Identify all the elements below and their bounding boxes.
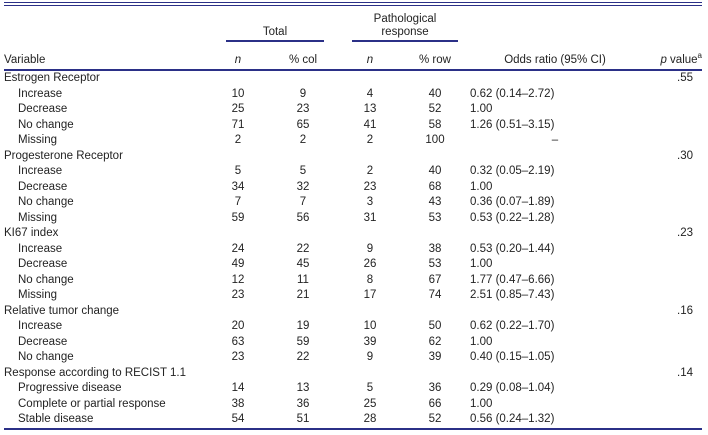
data-row [4, 319, 702, 335]
odds-ratio-cell: 0.53 (0.20–1.44) [470, 242, 555, 255]
row-label: No change [18, 118, 74, 131]
empty-cell [470, 70, 640, 87]
total-n-cell: 63 [231, 335, 245, 348]
pct-col-cell: 36 [296, 397, 310, 410]
data-row [4, 412, 702, 429]
odds-ratio-cell: 0.32 (0.05–2.19) [470, 165, 555, 177]
odds-ratio-cell: 0.62 (0.14–2.72) [470, 87, 555, 100]
empty-cell [266, 70, 340, 87]
pct-col-cell: 22 [296, 351, 310, 363]
row-label: No change [18, 196, 74, 208]
response-n-cell: 2 [366, 134, 374, 146]
empty-cell [210, 304, 266, 320]
empty-cell [640, 133, 702, 149]
response-n-cell: 10 [363, 320, 377, 332]
pct-row-cell: 67 [428, 273, 442, 286]
group-label: Response according to RECIST 1.1 [4, 366, 186, 379]
p-value-cell: .23 [677, 227, 693, 239]
pct-col-cell: 23 [296, 103, 310, 115]
empty-cell [640, 102, 702, 118]
empty-cell [470, 226, 640, 242]
odds-ratio-cell: 1.00 [470, 397, 493, 410]
row-label: Increase [18, 242, 63, 255]
response-n-cell: 2 [366, 165, 374, 177]
row-label: Decrease [18, 180, 68, 193]
response-n-cell: 3 [366, 196, 374, 208]
pct-row-column-header: % row [400, 42, 470, 70]
empty-cell [400, 70, 470, 87]
response-n-cell: 4 [366, 87, 374, 100]
pct-row-cell: 58 [428, 118, 442, 131]
empty-cell [340, 70, 400, 87]
empty-cell [640, 288, 702, 304]
row-label: Increase [18, 165, 63, 177]
empty-cell [266, 366, 340, 382]
data-row [4, 381, 702, 397]
empty-cell [640, 257, 702, 273]
data-row [4, 133, 702, 149]
row-label: Increase [18, 87, 63, 100]
row-label: Stable disease [18, 413, 94, 425]
odds-ratio-cell: 1.00 [470, 180, 493, 193]
data-row [4, 118, 702, 134]
response-n-cell: 9 [366, 351, 374, 363]
p-value-cell: .55 [677, 72, 693, 84]
odds-ratio-cell: – [551, 134, 559, 146]
total-n-cell: 59 [231, 211, 245, 224]
data-row [4, 397, 702, 413]
pathological-spanner [340, 6, 470, 42]
row-label: Decrease [18, 258, 68, 270]
odds-ratio-cell: 1.00 [470, 258, 493, 270]
pct-row-cell: 68 [428, 180, 442, 193]
odds-ratio-cell: 1.00 [470, 335, 493, 348]
pct-col-cell: 13 [296, 382, 310, 394]
empty-cell [640, 211, 702, 227]
empty-cell [470, 149, 640, 165]
group-label: Progesterone Receptor [4, 149, 123, 162]
group-label: Estrogen Receptor [4, 72, 100, 84]
empty-cell [400, 226, 470, 242]
pct-row-cell: 62 [428, 335, 442, 348]
total-n-cell: 12 [231, 273, 245, 286]
group-row [4, 149, 702, 165]
total-n-cell: 2 [234, 134, 242, 146]
table-body [4, 70, 702, 429]
data-row [4, 335, 702, 351]
row-label: Complete or partial response [18, 397, 166, 410]
group-label: KI67 index [4, 227, 59, 239]
odds-ratio-cell: 0.29 (0.08–1.04) [470, 382, 555, 394]
pct-col-cell: 22 [296, 242, 310, 255]
total-n-cell: 34 [231, 180, 245, 193]
pct-col-cell: 59 [296, 335, 310, 348]
empty-cell [340, 366, 400, 382]
empty-cell [640, 335, 702, 351]
pct-col-cell: 2 [299, 134, 307, 146]
odds-ratio-cell: 0.56 (0.24–1.32) [470, 413, 555, 425]
row-label: No change [18, 351, 74, 363]
pct-row-cell: 39 [428, 351, 442, 363]
odds-ratio-cell: 0.53 (0.22–1.28) [470, 211, 555, 224]
p-value-cell: .16 [677, 304, 693, 317]
group-row [4, 70, 702, 87]
odds-ratio-cell: 1.77 (0.47–6.66) [470, 273, 555, 286]
pct-col-cell: 51 [296, 413, 310, 425]
data-row [4, 350, 702, 366]
response-n-cell: 26 [363, 258, 377, 270]
response-n-cell: 41 [363, 118, 377, 131]
data-row [4, 288, 702, 304]
odds-ratio-cell: 1.26 (0.51–3.15) [470, 118, 555, 131]
p-value-column-header: p value$^a$ [640, 42, 702, 70]
odds-ratio-cell: 1.00 [470, 103, 493, 115]
total-n-cell: 14 [231, 382, 245, 394]
empty-cell [400, 304, 470, 320]
empty-cell [400, 366, 470, 382]
p-value-cell: .14 [677, 366, 693, 379]
empty-cell [470, 366, 640, 382]
response-n-cell: 13 [363, 103, 377, 115]
row-label: No change [18, 273, 74, 286]
pct-row-cell: 40 [428, 165, 442, 177]
odds-ratio-cell: 0.62 (0.22–1.70) [470, 320, 555, 332]
empty-cell [210, 366, 266, 382]
pct-row-cell: 53 [428, 258, 442, 270]
p-value-cell: .30 [677, 149, 693, 162]
odds-ratio-cell: 2.51 (0.85–7.43) [470, 289, 555, 301]
footnote-marker: a [697, 51, 702, 61]
row-label: Decrease [18, 103, 68, 115]
empty-cell [266, 149, 340, 165]
response-n-cell: 39 [363, 335, 377, 348]
empty-cell [340, 149, 400, 165]
empty-cell [640, 319, 702, 335]
pct-row-cell: 66 [428, 397, 442, 410]
empty-cell [210, 149, 266, 165]
pct-row-cell: 100 [425, 134, 445, 146]
empty-cell [640, 180, 702, 196]
response-n-column-header: n [340, 42, 400, 70]
data-row [4, 257, 702, 273]
total-n-cell: 23 [231, 351, 245, 363]
data-row [4, 102, 702, 118]
group-row [4, 304, 702, 320]
empty-cell [640, 397, 702, 413]
empty-cell [640, 164, 702, 180]
group-row [4, 226, 702, 242]
pct-col-cell: 19 [296, 320, 310, 332]
pathological-spanner-label: Pathological response [373, 13, 437, 38]
pct-col-cell: 7 [299, 196, 307, 208]
empty-cell [400, 149, 470, 165]
spanner-spacer [4, 6, 210, 42]
empty-cell [640, 412, 702, 429]
pct-col-cell: 65 [296, 118, 310, 131]
response-n-cell: 23 [363, 180, 377, 193]
pct-row-cell: 43 [428, 196, 442, 208]
row-label: Missing [18, 211, 57, 224]
variable-column-header: Variable [4, 42, 210, 70]
spanner-spacer [640, 6, 702, 42]
empty-cell [640, 87, 702, 103]
empty-cell [640, 242, 702, 258]
response-n-cell: 9 [366, 242, 374, 255]
empty-cell [640, 381, 702, 397]
odds-ratio-cell: 0.40 (0.15–1.05) [470, 351, 555, 363]
row-label: Increase [18, 320, 63, 332]
pct-col-column-header: % col [266, 42, 340, 70]
data-row [4, 242, 702, 258]
pct-row-cell: 38 [428, 242, 442, 255]
total-n-cell: 54 [231, 413, 245, 425]
empty-cell [640, 350, 702, 366]
data-row [4, 273, 702, 289]
row-label: Progressive disease [18, 382, 122, 394]
total-n-cell: 23 [231, 289, 245, 301]
odds-ratio-cell: 0.36 (0.07–1.89) [470, 196, 555, 208]
empty-cell [266, 304, 340, 320]
total-spanner [210, 6, 340, 42]
pct-col-cell: 56 [296, 211, 310, 224]
pct-row-cell: 36 [428, 382, 442, 394]
pct-col-cell: 21 [296, 289, 310, 301]
pct-col-cell: 45 [296, 258, 310, 270]
pct-row-cell: 52 [428, 413, 442, 425]
response-n-cell: 31 [363, 211, 377, 224]
pct-col-cell: 9 [299, 87, 307, 100]
pct-row-cell: 40 [428, 87, 442, 100]
response-n-cell: 8 [366, 273, 374, 286]
empty-cell [640, 195, 702, 211]
pct-col-cell: 5 [299, 165, 307, 177]
total-n-cell: 25 [231, 103, 245, 115]
response-n-cell: 25 [363, 397, 377, 410]
pct-row-cell: 53 [428, 211, 442, 224]
total-n-cell: 49 [231, 258, 245, 270]
spanner-spacer [470, 6, 640, 42]
empty-cell [470, 304, 640, 320]
data-row [4, 180, 702, 196]
data-row [4, 211, 702, 227]
empty-cell [640, 273, 702, 289]
data-row [4, 87, 702, 103]
total-n-cell: 71 [231, 118, 245, 131]
column-header-row [4, 42, 702, 70]
results-table [4, 6, 702, 430]
response-n-cell: 17 [363, 289, 377, 301]
empty-cell [210, 226, 266, 242]
data-row [4, 164, 702, 180]
row-label: Decrease [18, 335, 68, 348]
pct-row-cell: 74 [428, 289, 442, 301]
empty-cell [266, 226, 340, 242]
pct-row-cell: 52 [428, 103, 442, 115]
response-n-cell: 28 [363, 413, 377, 425]
pct-col-cell: 32 [296, 180, 310, 193]
empty-cell [210, 70, 266, 87]
total-n-cell: 7 [234, 196, 242, 208]
data-row [4, 195, 702, 211]
empty-cell [340, 226, 400, 242]
odds-ratio-column-header: Odds ratio (95% CI) [470, 42, 640, 70]
pct-row-cell: 50 [428, 320, 442, 332]
row-label: Missing [18, 289, 57, 301]
spanner-header-row [4, 6, 702, 42]
group-label: Relative tumor change [4, 304, 120, 317]
empty-cell [640, 118, 702, 134]
response-n-cell: 5 [366, 382, 374, 394]
row-label: Missing [18, 134, 57, 146]
empty-cell [340, 304, 400, 320]
total-n-column-header: n [210, 42, 266, 70]
total-n-cell: 24 [231, 242, 245, 255]
total-n-cell: 20 [231, 320, 245, 332]
total-n-cell: 38 [231, 397, 245, 410]
total-n-cell: 5 [234, 165, 242, 177]
total-spanner-label: Total [262, 25, 288, 38]
pct-col-cell: 11 [297, 273, 309, 286]
total-n-cell: 10 [231, 87, 245, 100]
group-row [4, 366, 702, 382]
